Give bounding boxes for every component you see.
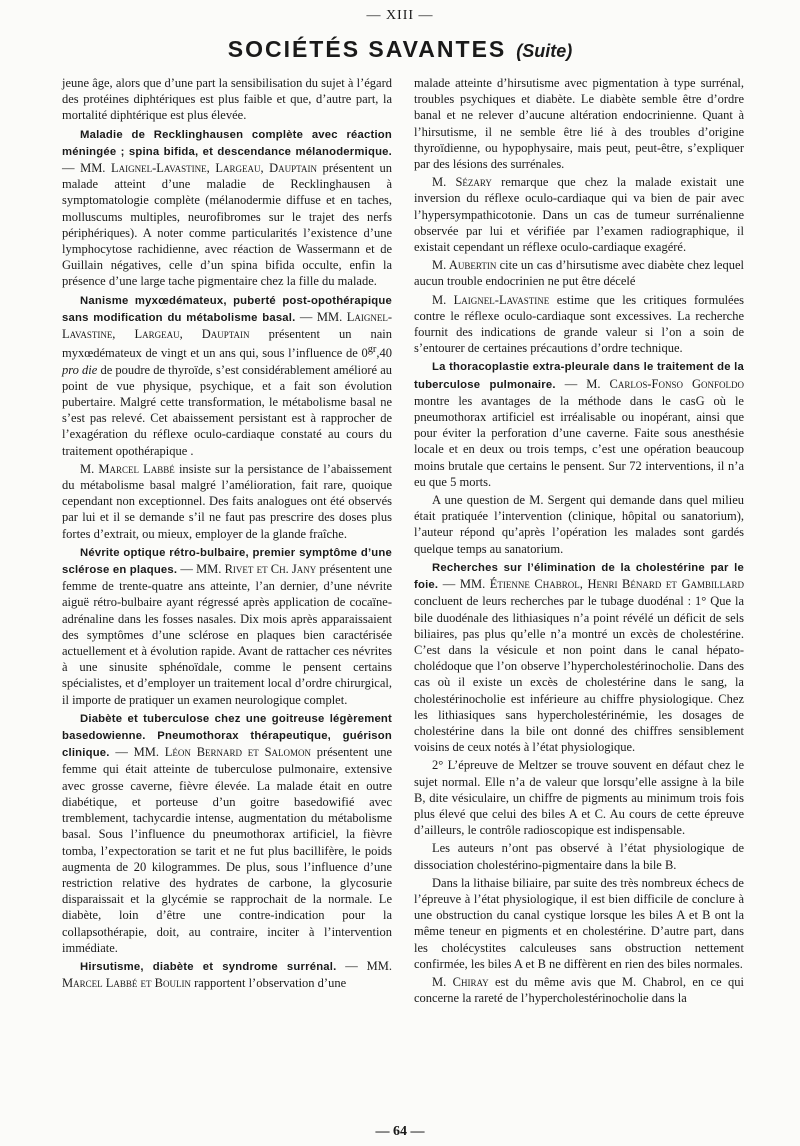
authors: M. Laignel-Lavastine xyxy=(432,292,550,307)
authors: M. Chiray xyxy=(432,974,489,989)
comment-chiray xyxy=(414,974,744,1006)
comment-aubertin xyxy=(414,257,744,289)
article-body: montre les avantages de la méthode dans le casG où le pneumothorax artificiel est irréalisable ou inopérant, ainsi que pour éviter la perforation d’une caverne. Faite sous anesthésie locale et en deux ou trois temps, c’est une opération beaucoup moins brutale que certains le pensent. Sur 72 interventions, il n’a eu que 5 morts. xyxy=(414,393,744,489)
authors: — MM. Marcel Labbé et Boulin xyxy=(62,958,392,991)
page-header xyxy=(0,36,800,63)
article-hirsutisme xyxy=(62,958,392,991)
article-title: Hirsutisme, diabète et syndrome surrénal. xyxy=(80,960,337,973)
article-body: présentent une femme de trente-quatre ans atteinte, l’an dernier, d’une névrite aiguë rétro-bulbaire ayant régressé après application de cocaïne-adrénaline dans les fosses nasales. Dix mois après apparaissaient des symptômes d’une sclérose en plaques bien caractérisée actuellement et à évolution rapide. Avant de rattacher ces névrites à une sinusite sphénoïdale, comme le pensent certains spécialistes, et d’employer un traitement local d’ordre chirurgical, il importe de pratiquer un examen neurologique complet. xyxy=(62,562,392,707)
authors: M. Marcel Labbé xyxy=(80,461,175,476)
article-nanisme xyxy=(62,292,392,459)
paragraph: 2° L’épreuve de Meltzer se trouve souvent en défaut chez le sujet normal. Elle n’a de valeur que lorsqu’elle assigne à la bile B, dite vésiculaire, un chiffre de pigments au minimum trois fois plus élevé que celui des biles A et C. Au cours de cette épreuve d’ailleurs, le contrôle radioscopique est indispensable. xyxy=(414,758,744,838)
comment-laignel xyxy=(414,292,744,357)
article-title: Nanisme myxœdémateux, puberté post-opothérapique sans modification du métabolisme basal. xyxy=(62,294,392,324)
paragraph: A une question de M. Sergent qui demande dans quel milieu était pratiquée l’intervention (clinique, hôpital ou sanatorium), l’auteur répond qu’après l’opération les malades sont gardés quelque temps au sanatorium. xyxy=(414,493,744,556)
header-suite: (Suite) xyxy=(516,41,573,61)
article-body: de poudre de thyroïde, s’est considérablement amélioré au point de vue physique, psychique, et a fait son évolution pubertaire. Malgré cette transformation, le métabolisme basal ne s’est pas relevé. Cet abaissement persistant est à rapprocher de l’exagération du réflexe oculo-cardiaque constaté au cours du traitement opothérapique . xyxy=(62,362,393,458)
authors: M. Aubertin xyxy=(432,258,497,273)
header-title: SOCIÉTÉS SAVANTES xyxy=(227,36,507,62)
paragraph: Dans la lithaise biliaire, par suite des très nombreux échecs de l’épreuve à l’état physiologique, il est bien difficile de conclure à une obstruction du canal cystique lorsque les biles A et B ont la même teneur en pigments et en cholestérine. D’autre part, dans les cholécystites calculeuses sans obstruction nettement confirmée, les biles A et B ne diffèrent en rien des biles normales. xyxy=(414,875,744,971)
italic-text: pro die xyxy=(62,362,98,377)
article-title: Recherches sur l’élimination de la cholestérine par le foie. xyxy=(414,561,744,592)
left-column xyxy=(62,75,392,993)
authors: M. Sézary xyxy=(432,175,492,190)
authors: — MM. Léon Bernard et Salomon xyxy=(109,745,312,760)
paragraph: malade atteinte d’hirsutisme avec pigmentation à type surrénal, troubles psychiques et diabète. Le diabète semble être d’ordre banal et ne relever d’aucune altération endocrinienne. Quant à l’hirsutisme, il ne semble être lié à des troubles d’origine thyroïdienne, ou hypophysaire, mais peut, peut-être, s’expliquer par des lésions des surrénales. xyxy=(414,76,744,172)
article-body: ,40 xyxy=(376,346,392,361)
comment-body: estime que les critiques formulées contre le réflexe oculo-cardiaque sont excessives. La recherche fournit des indications de grande valeur si l’on a soin de s’entourer de certaines précautions d’ordre technique. xyxy=(414,292,745,356)
right-column xyxy=(414,75,744,1008)
authors: — MM. Rivet et Ch. Jany xyxy=(177,562,317,577)
article-nevrite xyxy=(62,544,392,708)
article-title: Diabète et tuberculose chez une goitreuse légèrement basedowienne. Pneumothorax thérapeutique, guérison clinique. xyxy=(62,712,392,760)
article-body: présentent un malade atteint d’une maladie de Recklinghausen à symptomatologie complète (mélanodermie diffuse et en taches, molluscums multiples, neurofibromes sur le trajet des nerfs périphériques). A noter comme particularités l’existence d’une lymphocytose rachidienne, avec réaction de Wassermann et de Guillain négatives, celle d’un spina bifida occulte, enfin la présence d’une large tache pigmentaire chez la fille du malade. xyxy=(62,161,392,289)
article-cholesterine xyxy=(414,559,744,755)
article-body: rapportent l’observation d’une xyxy=(190,976,347,991)
article-diabete-tuberculose xyxy=(62,710,392,956)
comment-labbe xyxy=(62,461,392,542)
article-body: présentent une femme qui était atteinte de tuberculose pulmonaire, extensive avec grosse caverne, fièvre élevée. La malade était en outre diabétique, et porteuse d’un goitre basedowifié avec tremblement, tachycardie intense, augmentation du métabolisme basal. Sous l’influence du pneumothorax artificiel, la fièvre tomba, l’expectoration se tarit et ne fut plus bacillifère, le poids augmenta de 20 kilogrammes. De plus, sous l’influence d’une restriction relative des hydrates de carbone, la glycosurie disparaissait et la glycémie se rapprochait de la normale. Le diabète, loin d’être une contre-indication pour la collapsothérapie, doit, au contraire, inciter à l’intervention immédiate. xyxy=(62,745,392,955)
article-recklinghausen xyxy=(62,126,392,290)
article-title: La thoracoplastie extra-pleurale dans le traitement de la tuberculose pulmonaire. xyxy=(414,361,744,391)
article-body: présentent un nain myxœdémateux de vingt et un ans qui, sous l’influence de 0 xyxy=(62,327,393,361)
article-title: Maladie de Recklinghausen complète avec réaction méningée ; spina bifida, et descendance mélanodermique. xyxy=(62,128,392,158)
article-body: concluent de leurs recherches par le tubage duodénal : 1° Que la bile duodénale des lithiasiques n’a point révélé un déficit de sels biliaires, pas plus qu’elle n’a montré un excès de cholestérine. C’est dans la vésicule et non point dans le canal hépato-cholédoque que l’on observe l’hypercholestérinocholie. Dans des cas où il existe un excès de cholestérine dans le sang, la cholestérinocholie est inférieure au chiffre physiologique. Chez les lithiasiques sans hypercholestérinémie, les dosages de cholestérine dans la bile ont donné des chiffres sensiblement voisins de ceux notés à l’état physiologique. xyxy=(414,594,744,755)
authors: — MM. Étienne Chabrol, Henri Bénard et Gambillard xyxy=(438,577,744,592)
comment-body: remarque que chez la malade existait une inversion du réflexe oculo-cardiaque qui va bien de pair avec l’hypersympathicotonie. Dans un cas de tumeur surrénalienne observée par lui et vérifiée par l’examen radiographique, il existait cependant un réflexe oculo-cardiaque exagéré. xyxy=(414,175,744,255)
authors: — M. Carlos-Fonso Gonfoldo xyxy=(555,376,745,391)
comment-body: est du même avis que M. Chabrol, en ce qui concerne la rareté de l’hypercholestérinocholie dans la xyxy=(414,974,744,1006)
paragraph: Les auteurs n’ont pas observé à l’état physiologique de dissociation cholestérino-pigmentaire dans la bile B. xyxy=(414,841,744,872)
comment-body: cite un cas d’hirsutisme avec diabète chez lequel aucun trouble endocrinien ne put être décelé xyxy=(414,258,744,289)
authors: — MM. Laignel-Lavastine, Largeau, Dauptain xyxy=(62,309,392,342)
comment-body: insiste sur la persistance de l’abaissement du métabolisme basal malgré l’amélioration, fait rare, quoique cependant non exceptionnel. Des faits analogues ont été observés par lui et il se demande s’il ne faut pas prescrire des doses plus fortes d’extrait, ou mieux, employer de la glande fraîche. xyxy=(62,461,392,541)
comment-sezary xyxy=(414,174,744,255)
article-title: Névrite optique rétro-bulbaire, premier symptôme d’une sclérose en plaques. xyxy=(62,546,392,577)
paragraph: jeune âge, alors que d’une part la sensibilisation du sujet à l’égard des protéines diphtériques est plus faible et que, d’autre part, la mortalité diphtérique est plus élevée. xyxy=(62,76,392,123)
page-number: — 64 — xyxy=(375,1124,425,1139)
authors: — MM. Laignel-Lavastine, Largeau, Dauptain xyxy=(62,161,317,176)
unit-superscript: gr xyxy=(367,344,377,356)
roman-page-number: — XIII — xyxy=(366,8,434,23)
article-thoracoplastie xyxy=(414,358,744,490)
